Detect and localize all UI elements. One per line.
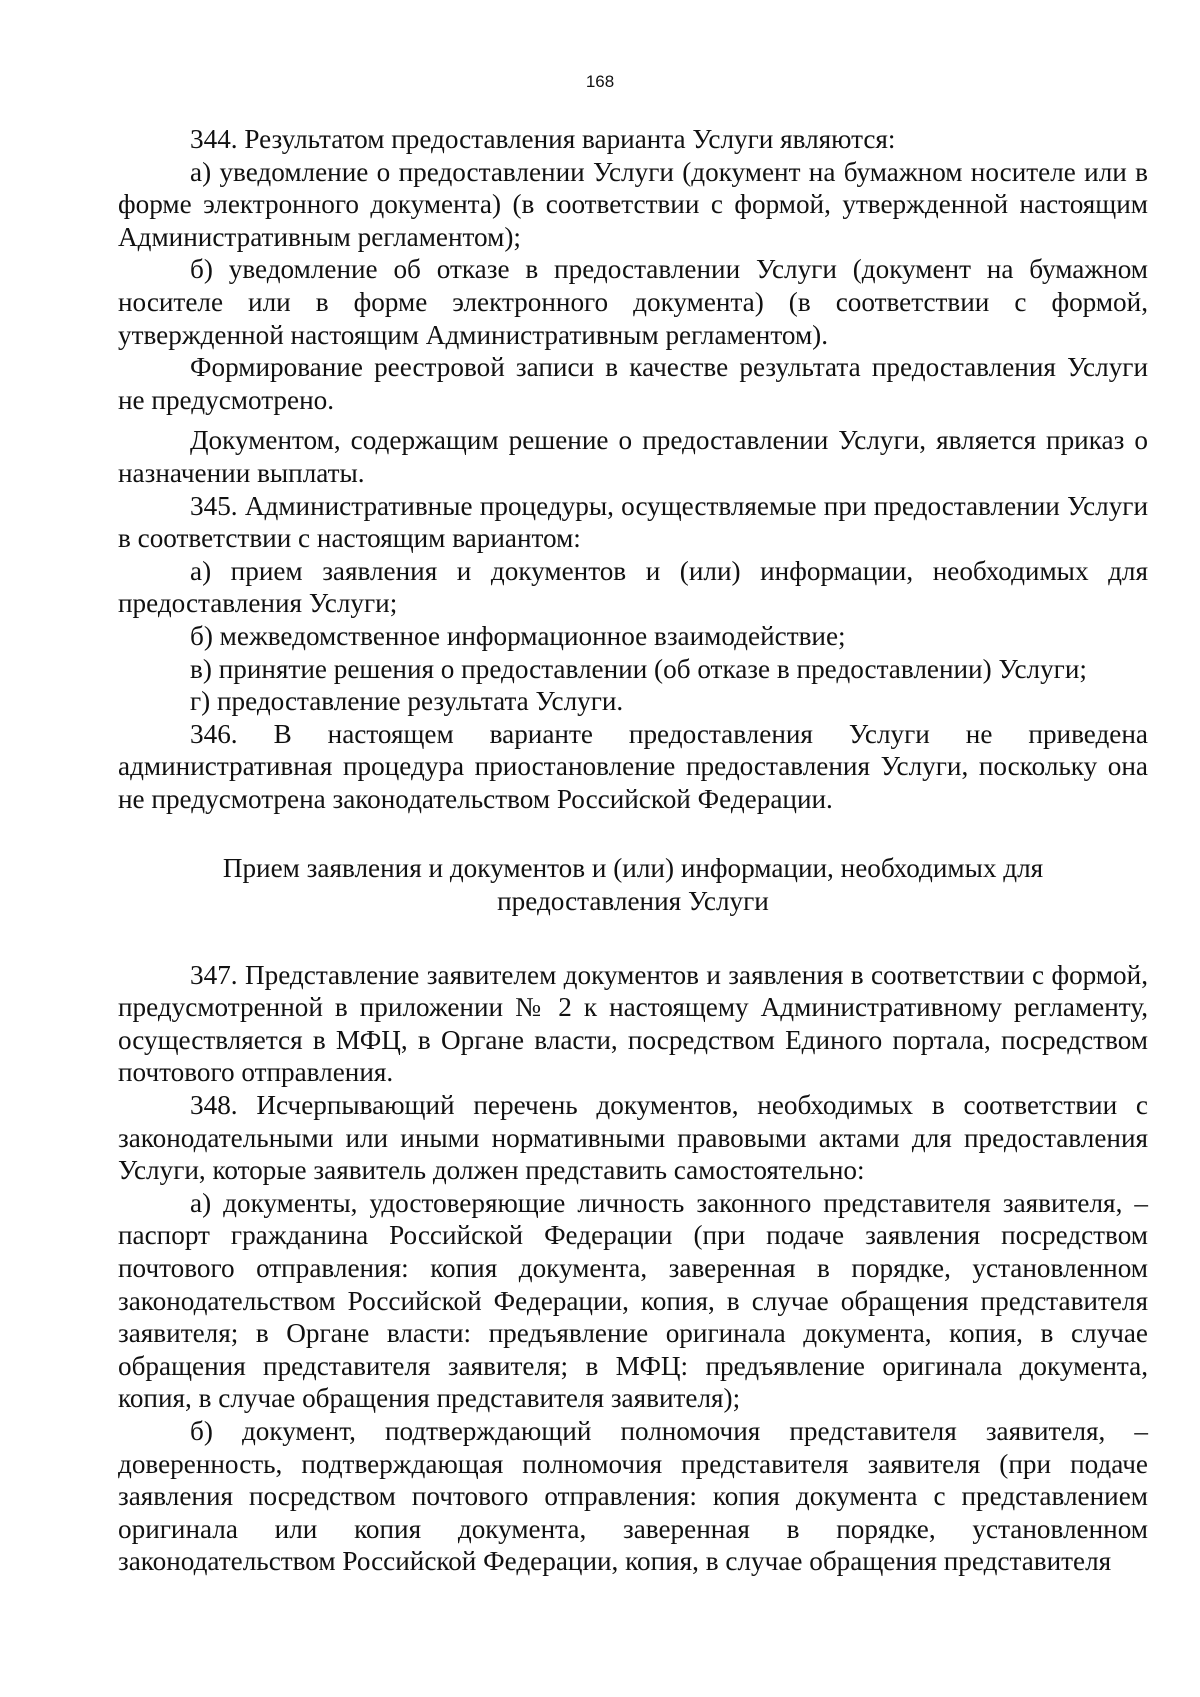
- paragraph-345-v: в) принятие решения о предоставлении (об отказе в предоставлении) Услуги;: [190, 653, 1087, 684]
- paragraph-registry-record: Формирование реестровой записи в качестве результата предоставления Услуги не предусмотрено.: [118, 352, 1148, 415]
- paragraph-346: 346. В настоящем варианте предоставления Услуги не приведена административная процедура приостановление предоставления Услуги, поскольку она не предусмотрена законодательством Российской Федерации.: [118, 718, 1148, 814]
- paragraph-345-b: б) межведомственное информационное взаимодействие;: [190, 620, 846, 651]
- paragraph-344-a: а) уведомление о предоставлении Услуги (документ на бумажном носителе или в форме электронного документа) (в соответствии с формой, утвержденной настоящим Административным регламентом);: [118, 156, 1148, 252]
- section-heading: [118, 852, 1148, 917]
- paragraph-344-b: б) уведомление об отказе в предоставлении Услуги (документ на бумажном носителе или в форме электронного документа) (в соответствии с формой, утвержденной настоящим Административным регламентом).: [118, 254, 1148, 350]
- page-number: 168: [585, 72, 615, 91]
- paragraph-345: 345. Административные процедуры, осуществляемые при предоставлении Услуги в соответствии с настоящим вариантом:: [118, 490, 1148, 554]
- paragraph-345-a: а) прием заявления и документов и (или) информации, необходимых для предоставления Услуги;: [118, 555, 1148, 619]
- paragraph-348: 348. Исчерпывающий перечень документов, необходимых в соответствии с законодательными или иными нормативными правовыми актами для предоставления Услуги, которые заявитель должен представить самостоятельно:: [118, 1090, 1148, 1186]
- document-body: [118, 123, 1148, 1578]
- paragraph-decision-document: Документом, содержащим решение о предоставлении Услуги, является приказ о назначении выплаты.: [118, 425, 1148, 488]
- section-heading-line-2: предоставления Услуги: [497, 886, 769, 917]
- section-heading-line-1: Прием заявления и документов и (или) информации, необходимых для: [222, 853, 1044, 884]
- paragraph-345-g: г) предоставление результата Услуги.: [190, 686, 624, 717]
- paragraph-344: 344. Результатом предоставления варианта Услуги являются:: [190, 124, 896, 154]
- paragraph-348-a: а) документы, удостоверяющие личность законного представителя заявителя, – паспорт гражданина Российской Федерации (при подаче заявления посредством почтового отправления: копия документа, заверенная в порядке, установленном законодательством Российской Федерации, копия, в случае обращения представителя заявителя; в Органе власти: предъявление оригинала документа, копия, в случае обращения представителя заявителя; в МФЦ: предъявление оригинала документа, копия, в случае обращения представителя заявителя);: [118, 1187, 1148, 1414]
- paragraph-347: 347. Представление заявителем документов и заявления в соответствии с формой, предусмотренной в приложении № 2 к настоящему Административному регламенту, осуществляется в МФЦ, в Органе власти, посредством Единого портала, посредством почтового отправления.: [118, 959, 1148, 1088]
- paragraph-348-b: б) документ, подтверждающий полномочия представителя заявителя, – доверенность, подтверждающая полномочия представителя заявителя (при подаче заявления посредством почтового отправления: копия документа с представлением оригинала или копия документа, заверенная в порядке, установленном законодательством Российской Федерации, копия, в случае обращения представителя: [118, 1415, 1148, 1577]
